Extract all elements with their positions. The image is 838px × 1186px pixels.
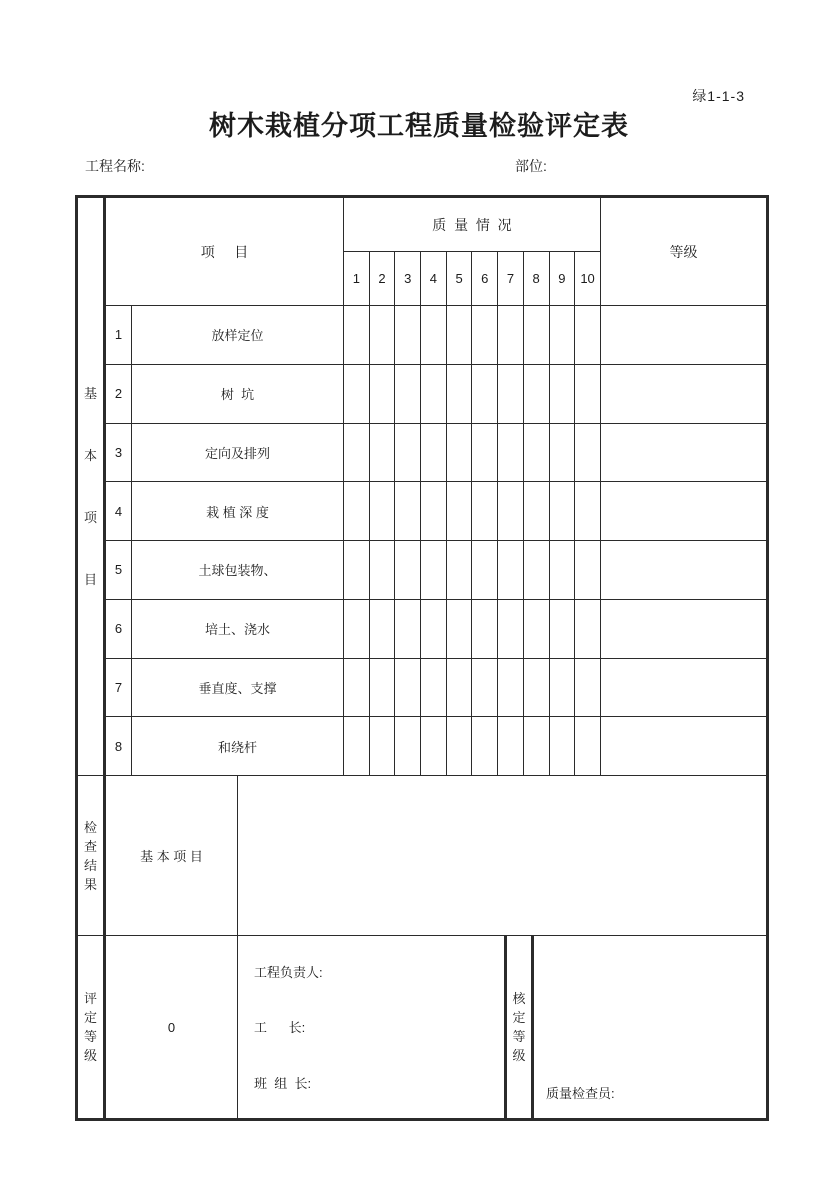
quality-cell (498, 658, 524, 717)
quality-cell (575, 658, 601, 717)
inspector-cell (533, 936, 767, 1119)
quality-col-header-5: 5 (446, 252, 472, 306)
quality-cell (369, 717, 395, 776)
quality-cell (523, 482, 549, 541)
quality-cell (369, 482, 395, 541)
signer-labels (238, 944, 504, 1110)
column-header-quality: 质 量 情 况 (344, 198, 601, 252)
quality-cell (523, 423, 549, 482)
section-basic-items-vertical (78, 198, 105, 776)
quality-cell (523, 541, 549, 600)
header-row-1 (78, 198, 767, 252)
item-number: 7 (105, 658, 132, 717)
quality-cell (395, 482, 421, 541)
item-name: 放样定位 (132, 306, 344, 365)
quality-cell (549, 599, 575, 658)
quality-cell (446, 599, 472, 658)
quality-cell (575, 423, 601, 482)
quality-cell (575, 364, 601, 423)
item-row-8 (78, 717, 767, 776)
quality-cell (344, 364, 370, 423)
item-row-3 (78, 423, 767, 482)
item-number: 5 (105, 541, 132, 600)
check-result-table (77, 775, 767, 936)
quality-cell (549, 482, 575, 541)
section-verify-grade-vertical (506, 936, 533, 1119)
grade-cell (600, 541, 766, 600)
item-name: 培土、浇水 (132, 599, 344, 658)
grade-cell (600, 482, 766, 541)
quality-cell (575, 599, 601, 658)
quality-cell (344, 541, 370, 600)
quality-cell (523, 599, 549, 658)
quality-cell (369, 306, 395, 365)
quality-cell (472, 599, 498, 658)
item-row-5 (78, 541, 767, 600)
quality-cell (446, 658, 472, 717)
grade-cell (600, 423, 766, 482)
quality-col-header-1: 1 (344, 252, 370, 306)
quality-cell (472, 423, 498, 482)
quality-col-header-6: 6 (472, 252, 498, 306)
quality-cell (472, 482, 498, 541)
grade-cell (600, 599, 766, 658)
item-number: 4 (105, 482, 132, 541)
quality-cell (395, 423, 421, 482)
grade-cell (600, 658, 766, 717)
page-title: 树木栽植分项工程质量检验评定表 (209, 111, 629, 141)
check-result-vertical-label: 检查结果 (83, 819, 97, 892)
quality-cell (498, 541, 524, 600)
quality-col-header-2: 2 (369, 252, 395, 306)
quality-inspector-label: 质量检查员: (546, 1086, 615, 1101)
quality-cell (369, 423, 395, 482)
quality-cell (446, 541, 472, 600)
item-name: 定向及排列 (132, 423, 344, 482)
quality-cell (344, 599, 370, 658)
quality-cell (421, 364, 447, 423)
section-evaluation-vertical (78, 936, 105, 1119)
quality-cell (421, 306, 447, 365)
item-number: 8 (105, 717, 132, 776)
quality-cell (395, 306, 421, 365)
quality-col-header-4: 4 (421, 252, 447, 306)
quality-cell (472, 364, 498, 423)
evaluation-row (78, 936, 767, 1119)
quality-cell (575, 541, 601, 600)
quality-cell (421, 658, 447, 717)
quality-col-header-3: 3 (395, 252, 421, 306)
column-header-item: 项 目 (105, 198, 344, 306)
quality-cell (523, 658, 549, 717)
item-row-1 (78, 306, 767, 365)
quality-cell (421, 717, 447, 776)
quality-cell (498, 482, 524, 541)
evaluation-table (77, 935, 767, 1119)
item-number: 6 (105, 599, 132, 658)
quality-cell (446, 717, 472, 776)
evaluation-grade-value: 0 (105, 936, 238, 1119)
quality-cell (344, 658, 370, 717)
quality-cell (395, 658, 421, 717)
item-name: 土球包装物、 (132, 541, 344, 600)
quality-cell (498, 717, 524, 776)
quality-cell (472, 658, 498, 717)
item-number: 3 (105, 423, 132, 482)
quality-cell (369, 658, 395, 717)
item-row-6 (78, 599, 767, 658)
quality-cell (523, 364, 549, 423)
grade-cell (600, 306, 766, 365)
quality-cell (575, 306, 601, 365)
quality-cell (549, 541, 575, 600)
project-leader-label: 工程负责人: (254, 965, 323, 981)
quality-cell (395, 541, 421, 600)
quality-cell (472, 306, 498, 365)
quality-col-header-7: 7 (498, 252, 524, 306)
quality-cell (549, 717, 575, 776)
signers-cell (238, 936, 506, 1119)
item-row-4 (78, 482, 767, 541)
basic-items-table (77, 197, 767, 776)
quality-cell (344, 482, 370, 541)
quality-cell (421, 423, 447, 482)
team-leader-label: 班 组 长: (254, 1075, 312, 1091)
quality-cell (549, 364, 575, 423)
item-name: 和绕杆 (132, 717, 344, 776)
quality-cell (523, 717, 549, 776)
quality-cell (549, 658, 575, 717)
item-name: 树 坑 (132, 364, 344, 423)
quality-cell (344, 306, 370, 365)
quality-cell (421, 541, 447, 600)
quality-cell (498, 423, 524, 482)
quality-col-header-10: 10 (575, 252, 601, 306)
quality-cell (421, 482, 447, 541)
quality-cell (549, 306, 575, 365)
quality-cell (369, 599, 395, 658)
quality-cell (498, 306, 524, 365)
quality-cell (344, 423, 370, 482)
check-result-row (78, 776, 767, 936)
quality-cell (395, 364, 421, 423)
foreman-label: 工 长: (254, 1020, 306, 1036)
quality-cell (369, 541, 395, 600)
items-body (78, 198, 767, 776)
quality-cell (575, 717, 601, 776)
evaluation-vertical-label: 评定等级 (83, 991, 97, 1063)
location-label: 部位: (515, 158, 547, 174)
quality-cell (472, 717, 498, 776)
quality-cell (421, 599, 447, 658)
grade-cell (600, 364, 766, 423)
meta-row (85, 156, 765, 176)
item-name: 栽 植 深 度 (132, 482, 344, 541)
verify-grade-vertical-label: 核定等级 (512, 991, 526, 1063)
form-code: 绿1-1-3 (692, 88, 745, 104)
project-name-label: 工程名称: (85, 158, 145, 174)
check-result-blank-cell (238, 776, 767, 936)
quality-cell (446, 482, 472, 541)
quality-cell (549, 423, 575, 482)
quality-cell (344, 717, 370, 776)
item-name: 垂直度、支撑 (132, 658, 344, 717)
quality-cell (395, 717, 421, 776)
quality-cell (446, 306, 472, 365)
quality-col-header-8: 8 (523, 252, 549, 306)
quality-cell (523, 306, 549, 365)
quality-cell (498, 364, 524, 423)
item-number: 2 (105, 364, 132, 423)
section-check-result-vertical (78, 776, 105, 936)
column-header-grade: 等级 (600, 198, 766, 306)
quality-cell (446, 423, 472, 482)
quality-cell (575, 482, 601, 541)
quality-cell (498, 599, 524, 658)
item-number: 1 (105, 306, 132, 365)
quality-col-header-9: 9 (549, 252, 575, 306)
quality-cell (369, 364, 395, 423)
basic-items-vertical-label: 基本项目 (83, 385, 97, 587)
grade-cell (600, 717, 766, 776)
quality-cell (395, 599, 421, 658)
check-result-basic-items: 基 本 项 目 (105, 776, 238, 936)
inspection-form-table (75, 195, 769, 1121)
item-row-7 (78, 658, 767, 717)
item-row-2 (78, 364, 767, 423)
quality-cell (446, 364, 472, 423)
quality-cell (472, 541, 498, 600)
